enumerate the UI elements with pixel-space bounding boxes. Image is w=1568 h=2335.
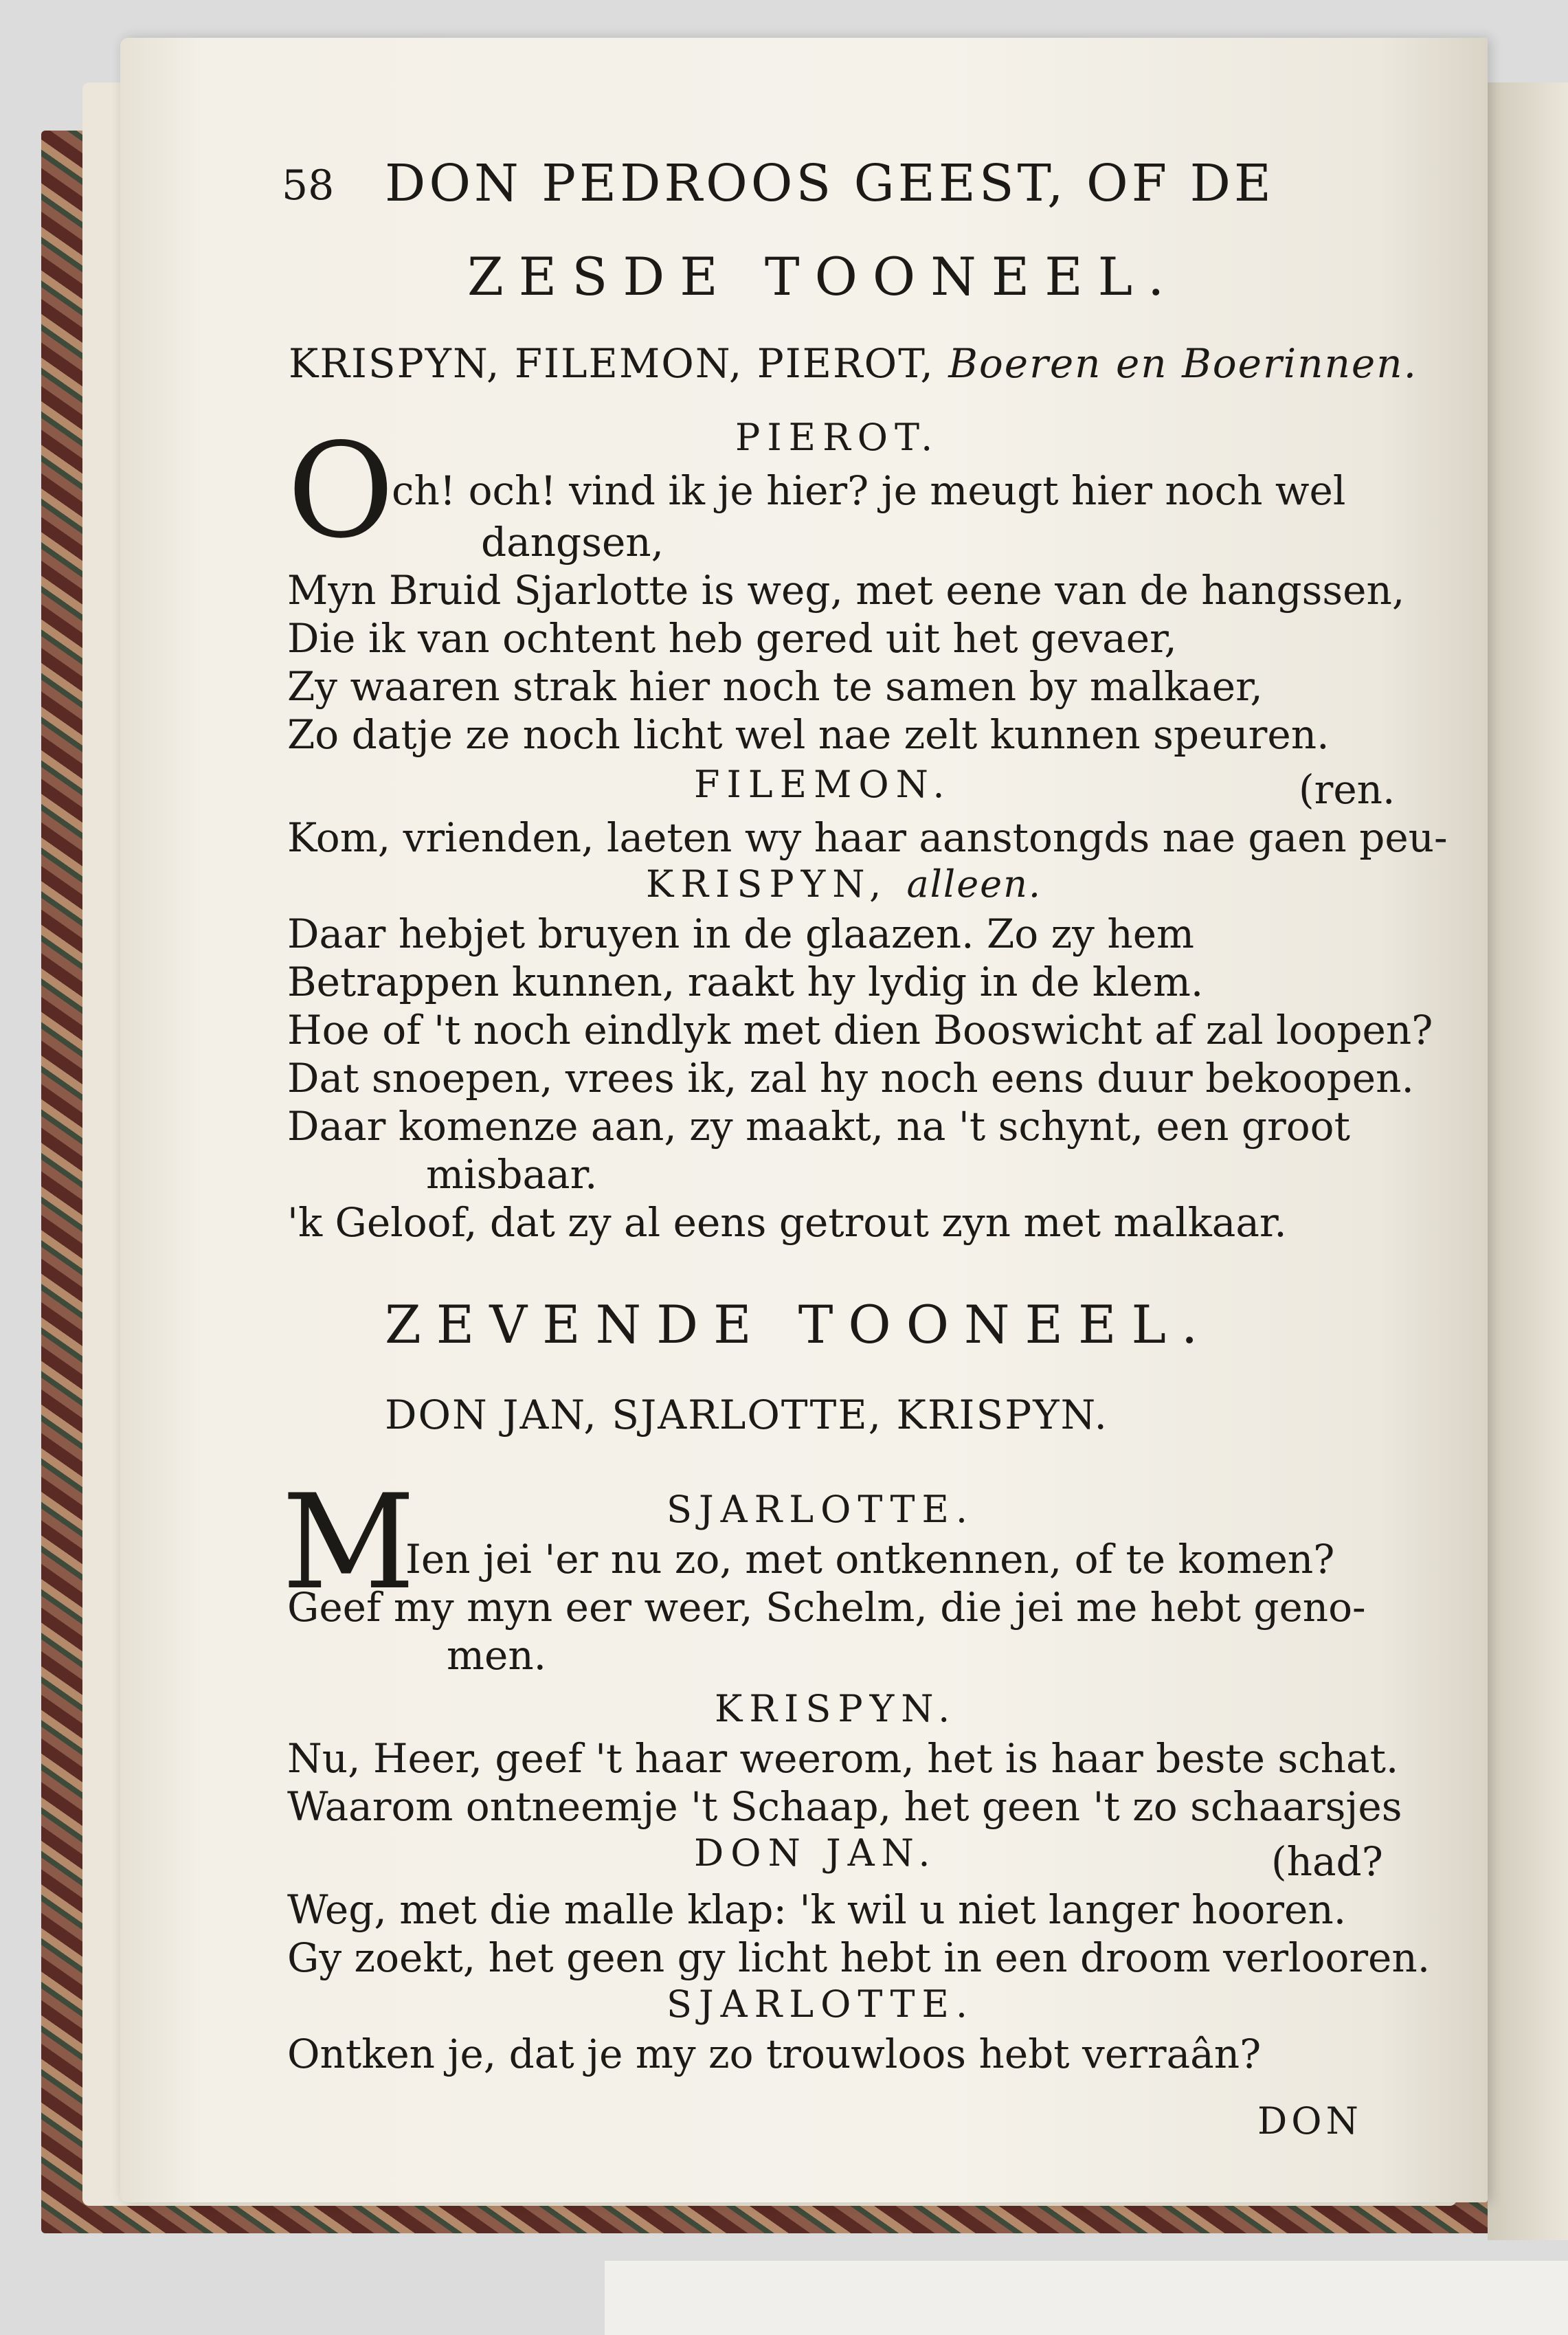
verse-line: misbaar. xyxy=(426,1151,598,1198)
verse-line: Daar hebjet bruyen in de glaazen. Zo zy hem xyxy=(287,910,1195,957)
verse-line: Nu, Heer, geef 't haar weerom, het is haar beste schat. xyxy=(287,1735,1399,1782)
overflow-word: (ren. xyxy=(1299,766,1396,813)
verse-line: Ien jei 'er nu zo, met ontkennen, of te komen? xyxy=(405,1536,1335,1583)
page-number: 58 xyxy=(282,161,335,210)
cast-names: KRISPYN, FILEMON, PIEROT, xyxy=(289,340,934,387)
facing-page-edge xyxy=(1488,82,1568,2240)
verse-line: Kom, vrienden, laeten wy haar aanstongds nae gaen peu- xyxy=(287,814,1448,861)
stage-direction: alleen. xyxy=(906,862,1042,906)
verse-line: Zo datje ze noch licht wel nae zelt kunnen speuren. xyxy=(287,711,1330,758)
drop-cap-m: M xyxy=(282,1466,416,1618)
verse-line: ch! och! vind ik je hier? je meugt hier noch wel xyxy=(392,467,1346,514)
table-surface xyxy=(605,2261,1568,2335)
verse-line: Gy zoekt, het geen gy licht hebt in een droom verlooren. xyxy=(287,1934,1431,1981)
speaker-sjarlotte: SJARLOTTE. xyxy=(667,1488,975,1531)
cast-peasants: Boeren en Boerinnen. xyxy=(948,340,1418,387)
verse-line: Waarom ontneemje 't Schaap, het geen 't zo schaarsjes xyxy=(287,1783,1402,1830)
scene-title-7: ZEVENDE TOONEEL. xyxy=(385,1294,1213,1355)
verse-line: Daar komenze aan, zy maakt, na 't schynt, een groot xyxy=(287,1103,1350,1150)
verse-line: men. xyxy=(447,1632,547,1679)
verse-line: Hoe of 't noch eindlyk met dien Booswicht af zal loopen? xyxy=(287,1007,1433,1053)
speaker-pierot: PIEROT. xyxy=(735,416,940,459)
running-head: DON PEDROOS GEEST, OF DE xyxy=(385,154,1275,213)
verse-line: Dat snoepen, vrees ik, zal hy noch eens duur bekoopen. xyxy=(287,1055,1414,1102)
verse-line: Die ik van ochtent heb gered uit het gevaer, xyxy=(287,615,1177,662)
verse-line: Zy waaren strak hier noch te samen by malkaer, xyxy=(287,663,1263,710)
speaker-krispyn: KRISPYN, xyxy=(646,862,888,906)
verse-line: Geef my myn eer weer, Schelm, die jei me hebt geno- xyxy=(287,1584,1366,1631)
verse-line: 'k Geloof, dat zy al eens getrout zyn met malkaar. xyxy=(287,1199,1287,1246)
speaker-krispyn-alleen xyxy=(646,862,1042,906)
drop-cap-o: O xyxy=(287,415,394,567)
scene-title-6: ZESDE TOONEEL. xyxy=(467,246,1180,307)
verse-line: Betrappen kunnen, raakt hy lydig in de klem. xyxy=(287,959,1204,1005)
verse-line: dangsen, xyxy=(481,519,664,566)
speaker-sjarlotte: SJARLOTTE. xyxy=(667,1982,975,2026)
verse-line: Weg, met die malle klap: 'k wil u niet langer hooren. xyxy=(287,1886,1347,1933)
speaker-krispyn: KRISPYN. xyxy=(715,1687,957,1730)
page-text xyxy=(282,137,1448,2199)
cast-list-7: DON JAN, SJARLOTTE, KRISPYN. xyxy=(385,1392,1108,1438)
speaker-don-jan: DON JAN. xyxy=(694,1831,937,1875)
speaker-filemon: FILEMON. xyxy=(694,763,952,806)
verse-line: Ontken je, dat je my zo trouwloos hebt verraân? xyxy=(287,2031,1262,2077)
verse-line: Myn Bruid Sjarlotte is weg, met eene van de hangssen, xyxy=(287,567,1405,614)
catchword: DON xyxy=(1257,2099,1363,2143)
cast-list-6 xyxy=(289,340,1418,387)
overflow-word: (had? xyxy=(1271,1838,1383,1885)
